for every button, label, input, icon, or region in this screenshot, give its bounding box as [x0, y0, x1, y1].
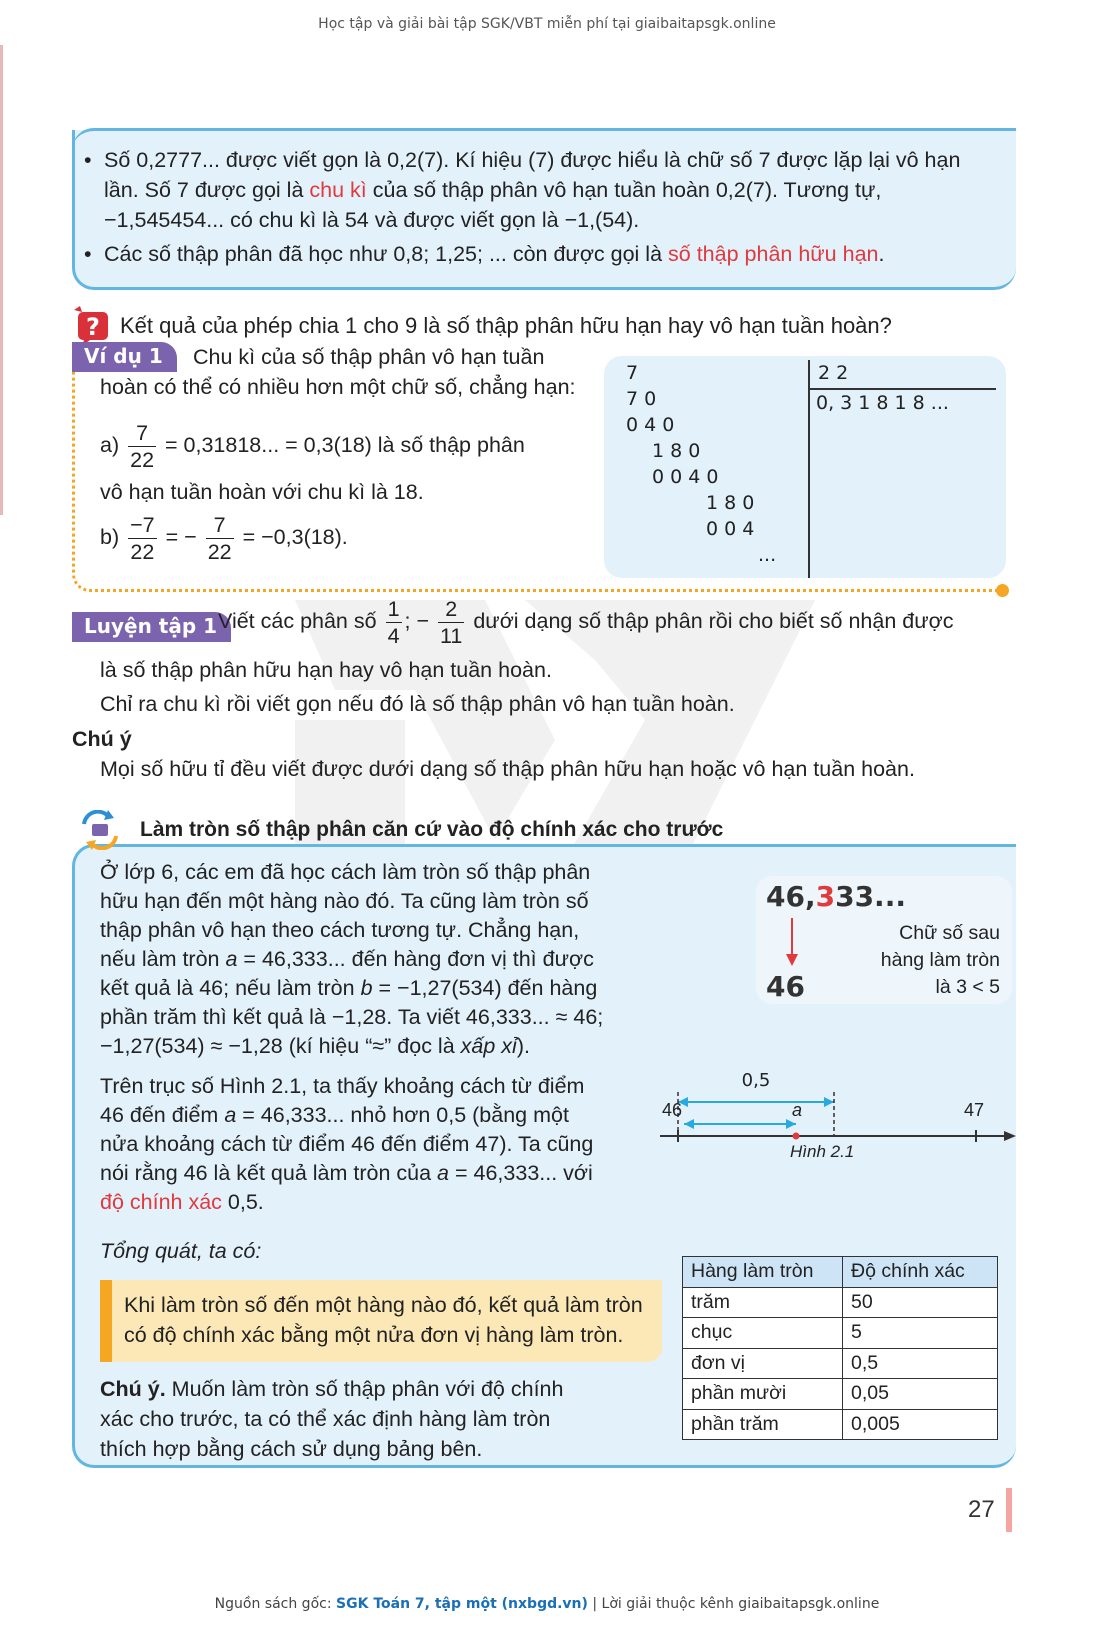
note-title: Chú ý: [72, 727, 132, 751]
division-row: 1 8 0: [706, 492, 755, 514]
figure-caption: Hình 2.1: [790, 1142, 855, 1161]
term-so-thap-phan-huu-han: số thập phân hữu hạn: [668, 242, 879, 266]
rule-text: Khi làm tròn số đến một hàng nào đó, kết quả làm tròn có độ chính xác bằng một nửa đơn vị hàng làm tròn.: [124, 1293, 643, 1347]
rounding-paragraph-2: Trên trục số Hình 2.1, ta thấy khoảng cách từ điểm 46 đến điểm a = 46,333... nhỏ hơn 0,5 (bằng một nửa khoảng cách từ điểm 46 đến điểm 47). Ta cũng nói rằng 46 là kết quả làm tròn của a = 46,333... với độ chính xác 0,5.: [100, 1074, 594, 1214]
division-row: 0 0 4 0: [652, 466, 719, 488]
table-row: đơn vị 0,5: [683, 1348, 998, 1379]
example-a-line2: vô hạn tuần hoàn với chu kì là 18.: [100, 480, 424, 504]
label-a: a: [792, 1100, 803, 1120]
practice-line3: Chỉ ra chu kì rồi viết gọn nếu đó là số thập phân vô hạn tuần hoàn.: [100, 692, 735, 716]
example-line1: Chu kì của số thập phân vô hạn tuần: [193, 345, 545, 369]
example-tag: Ví dụ 1: [72, 342, 177, 372]
term-chu-ki: chu kì: [309, 178, 367, 202]
fraction-neg7-22: $\frac{-7}{22}$: [130, 513, 155, 564]
example-caption: Chữ số sau hàng làm tròn là 3 < 5: [880, 922, 1000, 998]
division-row: 7 0: [626, 388, 657, 410]
division-row: 0 0 4: [706, 518, 755, 540]
point-a: [793, 1133, 800, 1140]
note-text: Mọi số hữu tỉ đều viết được dưới dạng số thập phân hữu hạn hoặc vô hạn tuần hoàn.: [100, 757, 915, 781]
division-row: ...: [758, 544, 777, 566]
header-note: Học tập và giải bài tập SGK/VBT miễn phí tại giaibaitapsgk.online: [318, 16, 776, 32]
table-row: trăm 50: [683, 1287, 998, 1318]
practice-line1: Viết các phân số $\frac{1}{4}$ ; − $\frac{2}{11}$ dưới dạng số thập phân rồi cho biết số nhận được: [218, 597, 954, 648]
fraction-1-4: $\frac{1}{4}$: [387, 597, 400, 648]
table-header-row: [683, 1257, 998, 1288]
example-b: b) $\frac{-7}{22}$ = − $\frac{7}{22}$ = −0,3(18).: [100, 513, 348, 564]
question-text: Kết quả của phép chia 1 cho 9 là số thập phân hữu hạn hay vô hạn tuần hoàn?: [120, 313, 892, 338]
division-horizontal-line: [808, 388, 996, 390]
footer-note: Nguồn sách gốc: SGK Toán 7, tập một (nxbgd.vn) | Lời giải thuộc kênh giaibaitapsgk.online: [214, 1596, 880, 1612]
intro-bullet-2: • Các số thập phân đã học như 0,8; 1,25; ... còn được gọi là số thập phân hữu hạn.: [82, 239, 982, 269]
page-number-bar: [1006, 1488, 1012, 1532]
division-vertical-line: [808, 360, 810, 578]
practice-line2: là số thập phân hữu hạn hay vô hạn tuần hoàn.: [100, 658, 552, 682]
distance-label: 0,5: [741, 1070, 771, 1091]
svg-text:?: ?: [86, 313, 100, 341]
table-row: phần trăm 0,005: [683, 1409, 998, 1440]
refresh-activity-icon: [78, 810, 122, 850]
intro-bullet-1: • Số 0,2777... được viết gọn là 0,2(7). Kí hiệu (7) được hiểu là chữ số 7 được lặp lại vô hạn lần. Số 7 được gọi là chu kì của số thập phân vô hạn tuần hoàn 0,2(7). Tương tự, −1,545454... có chu kì là 54 và được viết gọn là −1,(54).: [82, 145, 982, 235]
page-number: 27: [968, 1496, 995, 1523]
example-number: 46,333...: [766, 880, 906, 913]
source-link[interactable]: SGK Toán 7, tập một (nxbgd.vn): [336, 1596, 588, 1612]
example-a: a) $\frac{7}{22}$ = 0,31818... = 0,3(18) là số thập phân: [100, 421, 525, 472]
table-row: phần mười 0,05: [683, 1379, 998, 1410]
rounding-paragraph-1: Ở lớp 6, các em đã học cách làm tròn số thập phân hữu hạn đến một hàng nào đó. Ta cũng làm tròn số thập phân vô hạn theo cách tương tự. Chẳng hạn, nếu làm tròn a = 46,333... đến hàng đơn vị thì được kết quả là 46; nếu làm tròn b = −1,27(534) đến hàng phần trăm thì kết quả là −1,28. Ta viết 46,333... ≈ 46; −1,27(534) ≈ −1,28 (kí hiệu “≈” đọc là xấp xỉ).: [100, 860, 604, 1058]
division-row: 7: [626, 362, 639, 384]
accuracy-table: [682, 1256, 998, 1440]
fraction-7-22: $\frac{7}{22}$: [130, 421, 155, 472]
down-arrow-icon: [782, 918, 802, 968]
example-line2: hoàn có thể có nhiều hơn một chữ số, chẳng hạn:: [100, 375, 576, 399]
table-row: chục 5: [683, 1318, 998, 1349]
fraction-2-11: $\frac{2}{11}$: [440, 597, 463, 648]
rounding-section-title: Làm tròn số thập phân căn cứ vào độ chính xác cho trước: [140, 818, 724, 841]
division-divisor: 2 2: [818, 362, 849, 384]
practice-tag: Luyện tập 1: [72, 612, 231, 642]
label-47: 47: [964, 1100, 985, 1120]
label-46: 46: [662, 1100, 683, 1120]
table-header-cell: Độ chính xác: [843, 1257, 998, 1288]
intro-text: [82, 145, 982, 269]
fraction-7-22-b: $\frac{7}{22}$: [207, 513, 232, 564]
division-quotient: 0, 3 1 8 1 8 ...: [816, 392, 949, 414]
division-row: 0 4 0: [626, 414, 675, 436]
page-edge-strip: [0, 45, 3, 515]
question-icon: [72, 306, 112, 346]
general-label: Tổng quát, ta có:: [100, 1239, 262, 1263]
example-frame-dot: [996, 584, 1009, 597]
division-row: 1 8 0: [652, 440, 701, 462]
example-result: 46: [766, 970, 805, 1003]
rounding-note: Chú ý. Muốn làm tròn số thập phân với độ chính xác cho trước, ta có thể xác định hàng làm tròn thích hợp bằng cách sử dụng bảng bên.: [100, 1377, 564, 1461]
table-header-cell: Hàng làm tròn: [683, 1257, 843, 1288]
